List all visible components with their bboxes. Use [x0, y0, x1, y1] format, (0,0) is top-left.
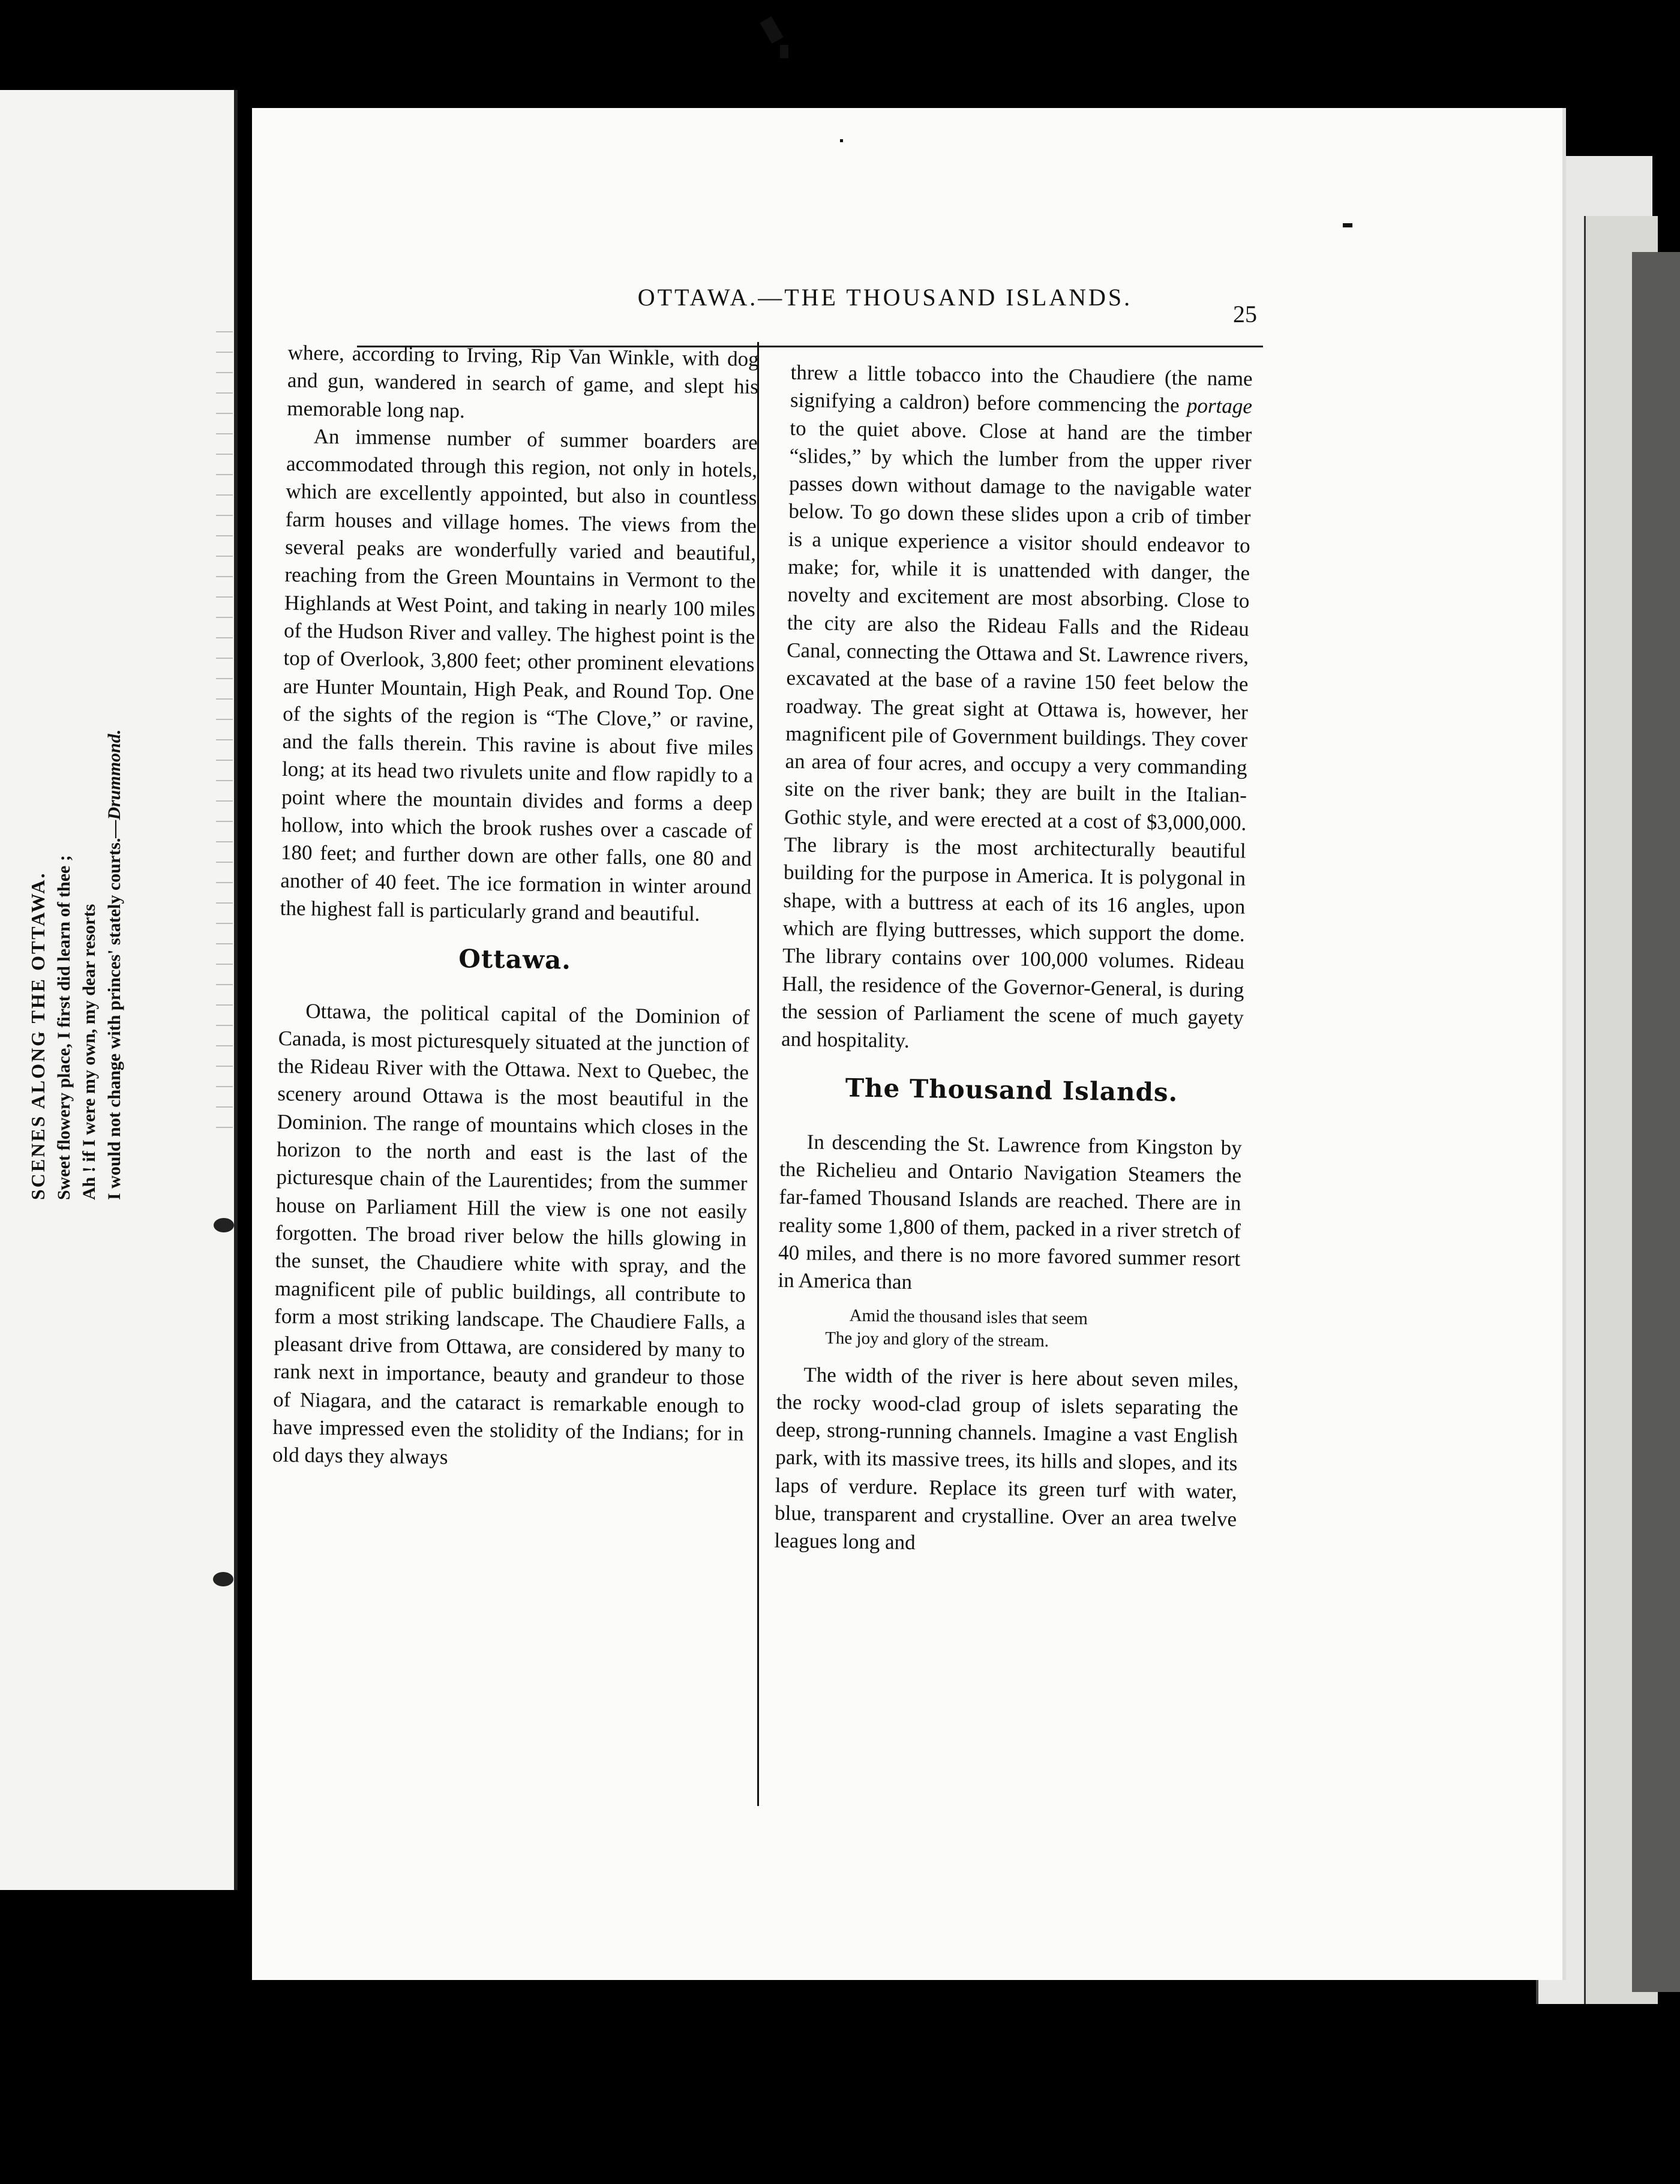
side-margin-heading: SCENES ALONG THE OTTAWA.	[27, 871, 49, 1200]
left-column	[272, 339, 759, 1475]
poem-line	[104, 730, 125, 1200]
binding-mark	[213, 1572, 233, 1586]
side-margin-poem	[27, 730, 125, 1200]
poem-line: Ah ! if I were my own, my dear resorts	[79, 904, 99, 1200]
page-number: 25	[1233, 301, 1257, 328]
italic-term: portage	[1186, 394, 1253, 419]
running-head: OTTAWA.—THE THOUSAND ISLANDS.	[637, 284, 1133, 311]
verse-line: The joy and glory of the stream.	[825, 1328, 1049, 1351]
paragraph-text: threw a little tobacco into the Chaudiere (the name signifying a caldron) before commencing the	[790, 360, 1253, 418]
paragraph: In descending the St. Lawrence from Kingston by the Richelieu and Ontario Navigation Steamers the far-famed Thousand Islands are reached. There are in reality some 1,800 of them, packed in a river stretch of 40 miles, and there is no more favored summer resort in America than	[778, 1130, 1242, 1294]
paragraph: where, according to Irving, Rip Van Winkle, with dog and gun, wandered in search of game, and slept his memorable long nap.	[287, 340, 759, 422]
poem-author: —Drummond.	[104, 729, 124, 838]
section-heading-thousand-islands: The Thousand Islands.	[845, 1073, 1178, 1108]
right-column	[774, 359, 1253, 1561]
column-rule	[757, 342, 759, 1806]
paragraph-text: to the quiet above. Close at hand are the timber “slides,” by which the lumber from the upper river passes down without damage to the navigable water below. To go down these slides upon a crib of timber is a unique experience a visitor should endeavor to make; for, while it is unattended with danger, the novelty and excitement are most absorbing. Close to the city are also the Rideau Falls and the Rideau Canal, connecting the Ottawa and St. Lawrence rivers, excavated at the base of a ravine 150 feet below the roadway. The great sight at Ottawa is, however, her magnificent pile of Government buildings. They cover an area of four acres, and occupy a very commanding site on the river bank; they are built in the Italian-Gothic style, and were erected at a cost of $3,000,000. The library is the most architecturally beautiful building for the purpose in America. It is polygonal in shape, with a buttress at each of its 16 angles, upon which are flying buttresses, which support the dome. The library contains over 100,000 volumes. Rideau Hall, the residence of the Governor-General, is during the session of Parliament the scene of much gayety and hospitality.	[781, 416, 1252, 1052]
verse-line: Amid the thousand isles that seem	[849, 1306, 1088, 1328]
book-cover-edge	[1632, 252, 1680, 1992]
binding-mark	[214, 1218, 234, 1232]
facing-page-text-remnants	[216, 312, 234, 1752]
paragraph	[781, 359, 1253, 1060]
paragraph: The width of the river is here about seven miles, the rocky wood-clad group of islets separating the deep, strong-running channels. Imagine a vast English park, with its massive trees, its hills and slopes, and its laps of verdure. Replace its green turf with water, blue, transparent and crystalline. Over an area twelve leagues long and	[774, 1362, 1239, 1555]
paragraph: Ottawa, the political capital of the Dominion of Canada, is most picturesquely situated at the junction of the Rideau River with the Ottawa. Next to Quebec, the scenery around Ottawa is the most beautiful in the Dominion. The range of mountains which closes in the horizon to the north and east is the last of the picturesque chain of the Laurentides; from the summer house on Parliament Hill the view is one not easily forgotten. The broad river below the hills glowing in the sunset, the Chaudiere white with spray, and the magnificent pile of public buildings, all contribute to form a most striking landscape. The Chaudiere Falls, a pleasant drive from Ottawa, are considered by many to rank next in importance, beauty and grandeur to those of Niagara, and the cataract is remarkable enough to have impressed even the stolidity of the Indians; for in old days they always	[272, 999, 750, 1469]
poem-line: Sweet flowery place, I first did learn of thee ;	[54, 855, 74, 1200]
verse-quotation	[825, 1303, 1240, 1355]
paragraph: An immense number of summer boarders are accommodated through this region, not only in hotels, which are excellently appointed, but also in countless farm houses and village homes. The views from the several peaks are wonderfully varied and beautiful, reaching from the Green Mountains in Vermont to the Highlands at West Point, and taking in nearly 100 miles of the Hudson River and valley. The highest point is the top of Overlook, 3,800 feet; other prominent elevations are Hunter Mountain, High Peak, and Round Top. One of the sights of the region is “The Clove,” or ravine, and the falls therein. This ravine is about five miles long; at its head two rivulets unite and flow rapidly to a point where the mountain divides and forms a deep hollow, into which the brook rushes over a cascade of 180 feet; and further down are other falls, one 80 and another of 40 feet. The ice formation in winter around the highest fall is particularly grand and beautiful.	[280, 424, 758, 926]
poem-line-text: I would not change with princes' stately courts.	[104, 838, 124, 1200]
section-heading-ottawa: Ottawa.	[458, 944, 572, 975]
